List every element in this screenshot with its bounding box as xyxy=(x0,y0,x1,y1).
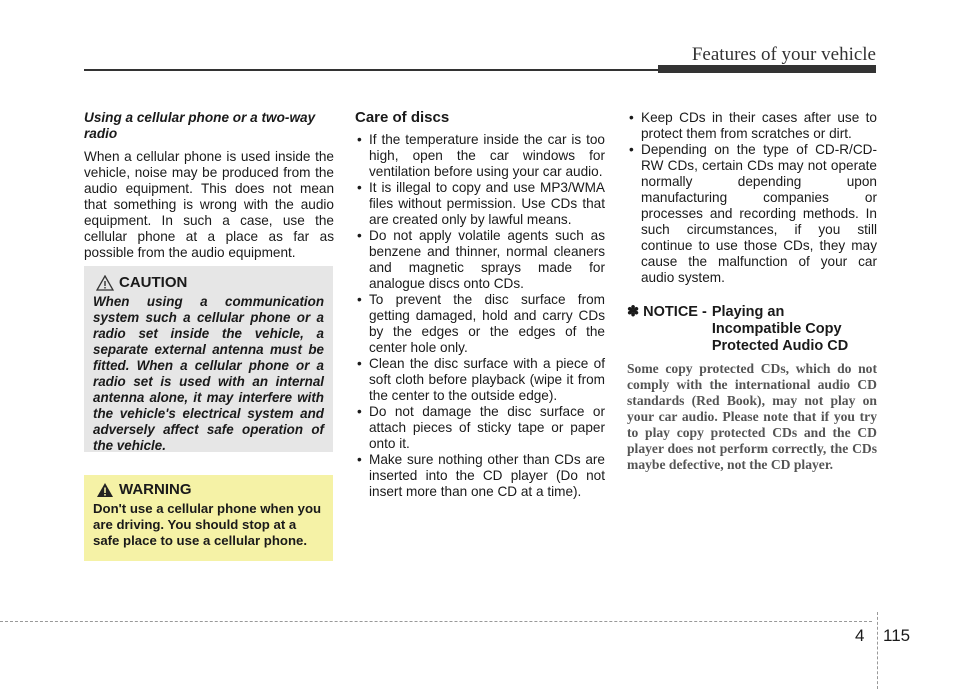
caution-text: When using a communication system such a cellular phone or a radio set inside the vehicle, a separate external antenna must be fitted. When a cellular phone or a radio set is used with an internal antenna alone, it may interfere with the vehicle's electrical system and adversely affect safe operation of the vehicle. xyxy=(93,294,324,453)
running-header: Features of your vehicle xyxy=(691,44,876,65)
list-item: • If the temperature inside the car is too high, open the car windows for ventilation before using your car audio. xyxy=(355,132,605,180)
caution-header xyxy=(93,274,324,291)
list-item: • Do not damage the disc surface or attach pieces of sticky tape or paper onto it. xyxy=(355,404,605,452)
list-item: • Keep CDs in their cases after use to protect them from scratches or dirt. xyxy=(627,110,877,142)
list-item: • To prevent the disc surface from getting damaged, hold and carry CDs by the edges or the edges of the center hole only. xyxy=(355,292,605,356)
section-subheading: Using a cellular phone or a two-way radio xyxy=(84,110,316,141)
list-item: • Do not apply volatile agents such as benzene and thinner, normal cleaners and magnetic sprays made for analogue discs onto CDs. xyxy=(355,228,605,292)
list-item: • It is illegal to copy and use MP3/WMA files without permission. Use CDs that are created only by lawful means. xyxy=(355,180,605,228)
section-title: Care of discs xyxy=(355,109,450,126)
notice-label: ✽ NOTICE - xyxy=(627,304,707,320)
notice-body: Some copy protected CDs, which do not comply with the international audio CD standards (Red Book), may not play on your car audio. Please note that if you try to play copy protected CDs and the CD player does not perform correctly, the CDs maybe defective, not the CD player. xyxy=(627,361,877,472)
warning-title: WARNING xyxy=(119,481,192,498)
header-rule xyxy=(84,69,658,71)
caution-box xyxy=(84,266,333,452)
column-middle xyxy=(355,110,605,500)
list-item: • Make sure nothing other than CDs are inserted into the CD player (Do not insert more than one CD at a time). xyxy=(355,452,605,500)
caution-icon xyxy=(96,275,114,291)
caution-title: CAUTION xyxy=(119,274,188,291)
disc-care-list-continued xyxy=(627,110,877,286)
footer-rule xyxy=(0,621,872,622)
list-item: • Clean the disc surface with a piece of soft cloth before playback (wipe it from the center to the outside edge). xyxy=(355,356,605,404)
warning-box xyxy=(84,475,333,561)
warning-header xyxy=(93,481,324,498)
notice-title: Playing an Incompatible Copy Protected Audio CD xyxy=(711,304,849,354)
chapter-number: 4 xyxy=(855,626,865,645)
disc-care-list xyxy=(355,132,605,500)
notice-header xyxy=(627,304,877,355)
list-item: • Depending on the type of CD-R/CD-RW CDs, certain CDs may not operate normally depending upon manufacturing companies or processes and recording methods. In such circumstances, if you still continue to use those CDs, they may cause the malfunction of your car audio system. xyxy=(627,142,877,286)
column-left xyxy=(84,110,334,261)
page-number: 115 xyxy=(883,626,911,645)
body-paragraph: When a cellular phone is used inside the vehicle, noise may be produced from the audio equipment. This does not mean that something is wrong with the audio equipment. In such a case, use the cellular phone at a place as far as possible from the audio equipment. xyxy=(84,149,334,260)
header-rule-accent xyxy=(658,65,876,73)
footer-divider xyxy=(877,612,878,689)
warning-text: Don't use a cellular phone when you are driving. You should stop at a safe place to use a cellular phone. xyxy=(93,501,322,548)
column-right xyxy=(627,110,877,487)
warning-icon xyxy=(96,482,114,498)
